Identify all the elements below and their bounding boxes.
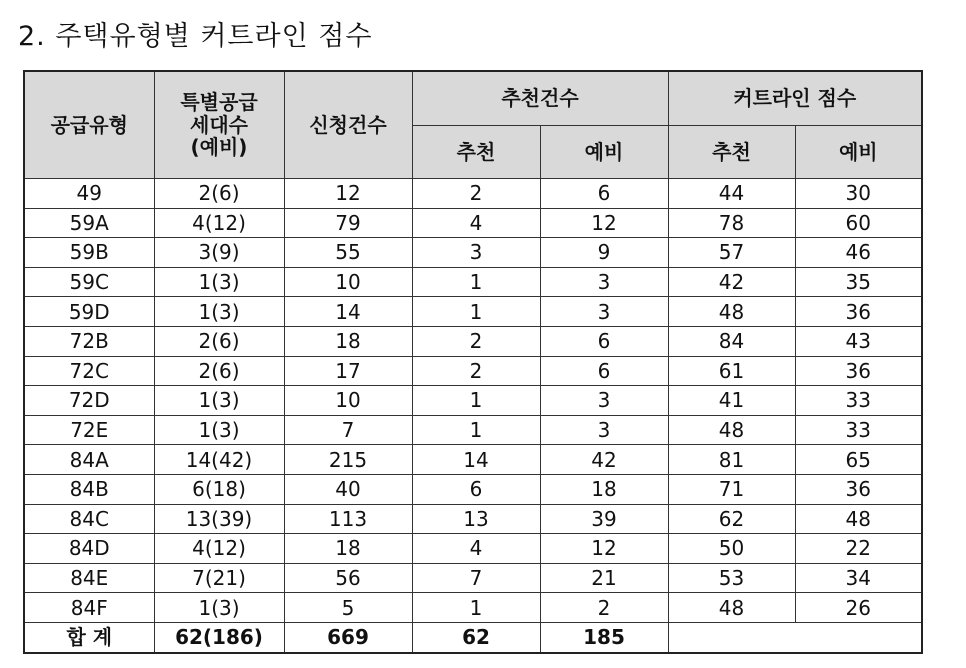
cell-supply-type: 72D <box>24 386 154 416</box>
cell-recommend-count: 3 <box>412 238 540 268</box>
cell-cutline-recommend: 84 <box>668 326 795 356</box>
cell-recommend-count: 14 <box>412 445 540 475</box>
header-recommend-count: 추천건수 <box>412 71 668 126</box>
cell-recommend-count: 7 <box>412 563 540 593</box>
cell-reserve-count: 6 <box>540 326 668 356</box>
cell-recommend-count: 1 <box>412 415 540 445</box>
table-row <box>24 504 922 534</box>
cell-special-supply: 2(6) <box>154 179 284 209</box>
cell-cutline-recommend: 48 <box>668 297 795 327</box>
cell-recommend-count: 2 <box>412 356 540 386</box>
cell-applications: 18 <box>284 326 412 356</box>
cell-cutline-recommend: 48 <box>668 415 795 445</box>
cell-cutline-reserve: 65 <box>795 445 922 475</box>
cell-applications: 17 <box>284 356 412 386</box>
cell-special-supply: 1(3) <box>154 386 284 416</box>
cell-cutline-recommend: 71 <box>668 474 795 504</box>
cell-reserve-count: 3 <box>540 386 668 416</box>
total-recommend-count: 62 <box>412 622 540 652</box>
cell-reserve-count: 9 <box>540 238 668 268</box>
header-supply-type: 공급유형 <box>24 71 154 179</box>
cell-applications: 56 <box>284 563 412 593</box>
cell-reserve-count: 3 <box>540 415 668 445</box>
cutline-table <box>23 70 923 654</box>
cell-recommend-count: 4 <box>412 208 540 238</box>
cell-supply-type: 84B <box>24 474 154 504</box>
cell-special-supply: 3(9) <box>154 238 284 268</box>
cell-special-supply: 4(12) <box>154 208 284 238</box>
cell-recommend-count: 2 <box>412 326 540 356</box>
total-empty-cell <box>668 622 922 652</box>
cell-reserve-count: 3 <box>540 297 668 327</box>
cell-special-supply: 1(3) <box>154 267 284 297</box>
cell-supply-type: 84F <box>24 593 154 623</box>
header-recommend-count-recommend: 추천 <box>412 126 540 179</box>
table-row <box>24 474 922 504</box>
cell-recommend-count: 13 <box>412 504 540 534</box>
cell-cutline-reserve: 26 <box>795 593 922 623</box>
page-title: 2. 주택유형별 커트라인 점수 <box>18 21 373 52</box>
cell-reserve-count: 39 <box>540 504 668 534</box>
cell-cutline-recommend: 81 <box>668 445 795 475</box>
cell-cutline-recommend: 41 <box>668 386 795 416</box>
cell-supply-type: 72C <box>24 356 154 386</box>
cell-cutline-recommend: 57 <box>668 238 795 268</box>
cell-special-supply: 6(18) <box>154 474 284 504</box>
total-applications: 669 <box>284 622 412 652</box>
table-row <box>24 534 922 564</box>
cell-cutline-reserve: 35 <box>795 267 922 297</box>
cell-special-supply: 14(42) <box>154 445 284 475</box>
cell-cutline-reserve: 60 <box>795 208 922 238</box>
cell-cutline-reserve: 33 <box>795 386 922 416</box>
table-row <box>24 208 922 238</box>
cell-supply-type: 59D <box>24 297 154 327</box>
cell-applications: 215 <box>284 445 412 475</box>
cell-supply-type: 49 <box>24 179 154 209</box>
cell-special-supply: 2(6) <box>154 356 284 386</box>
cell-special-supply: 2(6) <box>154 326 284 356</box>
cell-cutline-reserve: 36 <box>795 474 922 504</box>
cell-cutline-recommend: 48 <box>668 593 795 623</box>
cell-reserve-count: 6 <box>540 179 668 209</box>
cell-applications: 5 <box>284 593 412 623</box>
cell-cutline-recommend: 53 <box>668 563 795 593</box>
cell-special-supply: 13(39) <box>154 504 284 534</box>
cell-special-supply: 1(3) <box>154 593 284 623</box>
cell-applications: 40 <box>284 474 412 504</box>
cell-supply-type: 59A <box>24 208 154 238</box>
cell-reserve-count: 18 <box>540 474 668 504</box>
cell-cutline-recommend: 42 <box>668 267 795 297</box>
table-row <box>24 179 922 209</box>
table-row <box>24 415 922 445</box>
cell-applications: 18 <box>284 534 412 564</box>
cell-applications: 7 <box>284 415 412 445</box>
table-row <box>24 593 922 623</box>
header-cutline-reserve: 예비 <box>795 126 922 179</box>
cell-supply-type: 84D <box>24 534 154 564</box>
header-recommend-count-reserve: 예비 <box>540 126 668 179</box>
cell-applications: 55 <box>284 238 412 268</box>
cell-reserve-count: 12 <box>540 208 668 238</box>
cell-cutline-recommend: 61 <box>668 356 795 386</box>
cell-supply-type: 84C <box>24 504 154 534</box>
cell-special-supply: 4(12) <box>154 534 284 564</box>
total-row <box>24 622 922 652</box>
cell-cutline-reserve: 36 <box>795 356 922 386</box>
cell-cutline-reserve: 22 <box>795 534 922 564</box>
table-row <box>24 356 922 386</box>
cell-cutline-recommend: 62 <box>668 504 795 534</box>
cell-supply-type: 84A <box>24 445 154 475</box>
cell-cutline-reserve: 30 <box>795 179 922 209</box>
cell-reserve-count: 2 <box>540 593 668 623</box>
header-applications: 신청건수 <box>284 71 412 179</box>
table-row <box>24 238 922 268</box>
cell-supply-type: 72E <box>24 415 154 445</box>
cell-recommend-count: 1 <box>412 297 540 327</box>
header-cutline-recommend: 추천 <box>668 126 795 179</box>
table-row <box>24 386 922 416</box>
cell-cutline-reserve: 43 <box>795 326 922 356</box>
table-body <box>24 179 922 653</box>
cell-recommend-count: 1 <box>412 386 540 416</box>
cell-applications: 12 <box>284 179 412 209</box>
cell-supply-type: 59B <box>24 238 154 268</box>
cell-supply-type: 84E <box>24 563 154 593</box>
cell-reserve-count: 12 <box>540 534 668 564</box>
cell-special-supply: 7(21) <box>154 563 284 593</box>
cell-applications: 79 <box>284 208 412 238</box>
cell-cutline-reserve: 48 <box>795 504 922 534</box>
cell-cutline-reserve: 33 <box>795 415 922 445</box>
cell-recommend-count: 6 <box>412 474 540 504</box>
header-cutline-score: 커트라인 점수 <box>668 71 922 126</box>
cell-cutline-reserve: 36 <box>795 297 922 327</box>
cell-supply-type: 59C <box>24 267 154 297</box>
cell-reserve-count: 21 <box>540 563 668 593</box>
total-special-supply: 62(186) <box>154 622 284 652</box>
cell-recommend-count: 4 <box>412 534 540 564</box>
table-row <box>24 326 922 356</box>
table-row <box>24 445 922 475</box>
cell-applications: 14 <box>284 297 412 327</box>
cell-reserve-count: 42 <box>540 445 668 475</box>
cell-applications: 10 <box>284 267 412 297</box>
cell-supply-type: 72B <box>24 326 154 356</box>
cell-applications: 113 <box>284 504 412 534</box>
cell-cutline-recommend: 50 <box>668 534 795 564</box>
cell-special-supply: 1(3) <box>154 415 284 445</box>
cell-cutline-reserve: 46 <box>795 238 922 268</box>
total-supply-type: 합 계 <box>24 622 154 652</box>
cell-reserve-count: 6 <box>540 356 668 386</box>
cell-recommend-count: 1 <box>412 267 540 297</box>
cell-applications: 10 <box>284 386 412 416</box>
cell-special-supply: 1(3) <box>154 297 284 327</box>
cell-cutline-recommend: 44 <box>668 179 795 209</box>
cell-recommend-count: 2 <box>412 179 540 209</box>
cell-reserve-count: 3 <box>540 267 668 297</box>
total-reserve-count: 185 <box>540 622 668 652</box>
cell-cutline-reserve: 34 <box>795 563 922 593</box>
cell-recommend-count: 1 <box>412 593 540 623</box>
table-row <box>24 297 922 327</box>
cell-cutline-recommend: 78 <box>668 208 795 238</box>
table-row <box>24 267 922 297</box>
table-row <box>24 563 922 593</box>
header-special-supply: 특별공급 세대수 (예비) <box>154 71 284 179</box>
